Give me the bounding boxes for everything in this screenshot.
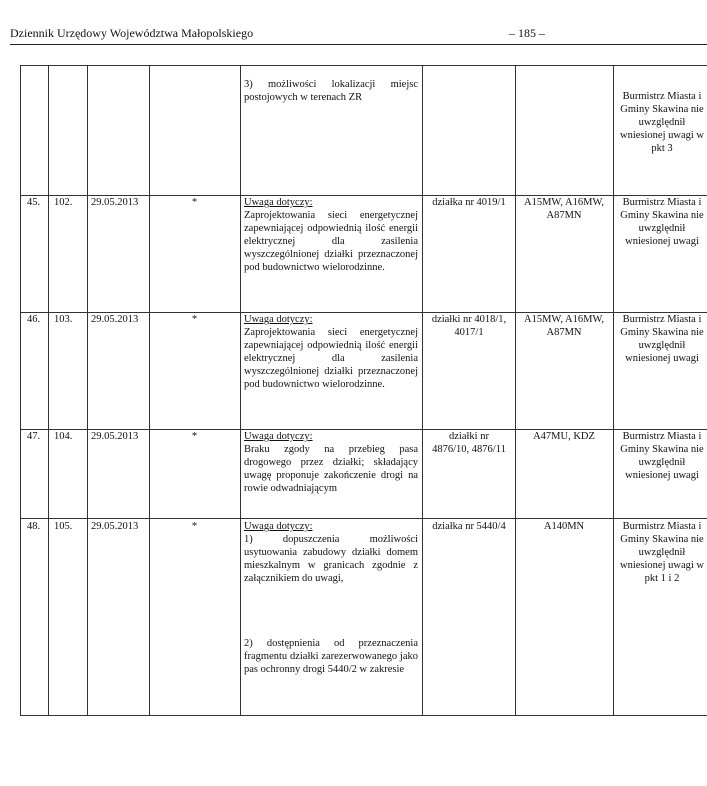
remark-text: Zaprojektowania sieci energetycznej zapewniającej odpowiednią ilość energii elektrycznej dla zasilenia wyszczególnionej działki przeznaczonej pod budownictwo wielorodzinne. bbox=[244, 327, 418, 390]
remark-heading: Uwaga dotyczy: bbox=[244, 197, 313, 208]
column-border bbox=[48, 65, 49, 716]
row-lp: 47. bbox=[27, 431, 41, 442]
column-border bbox=[613, 65, 614, 716]
page-header bbox=[10, 26, 707, 42]
column-border bbox=[240, 65, 241, 716]
remark-text: Braku zgody na przebieg pasa drogowego przez działki; składający uwagę proponuje zakończenie drogi na rowie odwadniającym bbox=[244, 444, 418, 494]
row-border bbox=[20, 518, 707, 519]
row-designation: A140MN bbox=[543, 521, 585, 532]
row-person: * bbox=[191, 197, 198, 208]
row-number: 105. bbox=[54, 521, 73, 532]
row-remark bbox=[244, 313, 418, 391]
row-parcel: działka nr 5440/4 bbox=[432, 521, 506, 532]
journal-title: Dziennik Urzędowy Województwa Małopolskiego bbox=[10, 26, 254, 40]
row-person: * bbox=[191, 431, 198, 442]
remark-heading: Uwaga dotyczy: bbox=[244, 521, 313, 532]
row-designation: A15MW, A16MW, A87MN bbox=[523, 314, 605, 338]
row-lp: 46. bbox=[27, 314, 41, 325]
column-border bbox=[422, 65, 423, 716]
row-date: 29.05.2013 bbox=[91, 314, 139, 325]
row-border bbox=[20, 715, 707, 716]
row-date: 29.05.2013 bbox=[91, 431, 139, 442]
row-number: 102. bbox=[54, 197, 73, 208]
remark-point-1: 1) dopuszczenia możliwości usytuowania zabudowy działki domem mieszkalnym w granicach zgodnie z załącznikiem do uwagi, bbox=[244, 534, 418, 584]
row-decision: Burmistrz Miasta i Gminy Skawina nie uwzględnił wniesionej uwagi bbox=[620, 197, 704, 247]
row-decision: Burmistrz Miasta i Gminy Skawina nie uwzględnił wniesionej uwagi w pkt 1 i 2 bbox=[620, 521, 704, 584]
remark-heading: Uwaga dotyczy: bbox=[244, 314, 313, 325]
decision-continued: Burmistrz Miasta i Gminy Skawina nie uwzględnił wniesionej uwagi w pkt 3 bbox=[620, 91, 704, 154]
row-lp: 48. bbox=[27, 521, 41, 532]
row-parcel: działki nr 4876/10, 4876/11 bbox=[432, 431, 506, 455]
page-number: – 185 – bbox=[509, 26, 545, 40]
column-border bbox=[20, 65, 21, 716]
header-divider bbox=[10, 44, 707, 45]
row-designation: A47MU, KDZ bbox=[533, 431, 595, 442]
row-border bbox=[20, 65, 707, 66]
remark-text: Zaprojektowania sieci energetycznej zapewniającej odpowiednią ilość energii elektrycznej dla zasilenia wyszczególnionej działki przeznaczonej pod budownictwo wielorodzinne. bbox=[244, 210, 418, 273]
row-decision: Burmistrz Miasta i Gminy Skawina nie uwzględnił wniesionej uwagi bbox=[620, 314, 704, 364]
row-remark bbox=[244, 196, 418, 274]
remark-heading: Uwaga dotyczy: bbox=[244, 431, 313, 442]
row-date: 29.05.2013 bbox=[91, 521, 139, 532]
remark-continued: 3) możliwości lokalizacji miejsc postojowych w terenach ZR bbox=[244, 79, 418, 103]
remark-point-2: 2) dostępnienia od przeznaczenia fragmentu działki zarezerwowanego jako pas ochronny drogi 5440/2 w zakresie bbox=[244, 638, 418, 675]
column-border bbox=[515, 65, 516, 716]
row-parcel: działki nr 4018/1, 4017/1 bbox=[431, 314, 507, 338]
row-number: 104. bbox=[54, 431, 73, 442]
remarks-table bbox=[20, 65, 707, 716]
row-decision: Burmistrz Miasta i Gminy Skawina nie uwzględnił wniesionej uwagi bbox=[620, 431, 704, 481]
row-remark bbox=[244, 430, 418, 495]
row-person: * bbox=[191, 521, 198, 532]
row-date: 29.05.2013 bbox=[91, 197, 139, 208]
row-remark bbox=[244, 520, 418, 676]
column-border bbox=[149, 65, 150, 716]
row-person: * bbox=[191, 314, 198, 325]
row-designation: A15MW, A16MW, A87MN bbox=[523, 197, 605, 221]
row-number: 103. bbox=[54, 314, 73, 325]
row-parcel: działka nr 4019/1 bbox=[432, 197, 506, 208]
column-border bbox=[87, 65, 88, 716]
row-lp: 45. bbox=[27, 197, 41, 208]
